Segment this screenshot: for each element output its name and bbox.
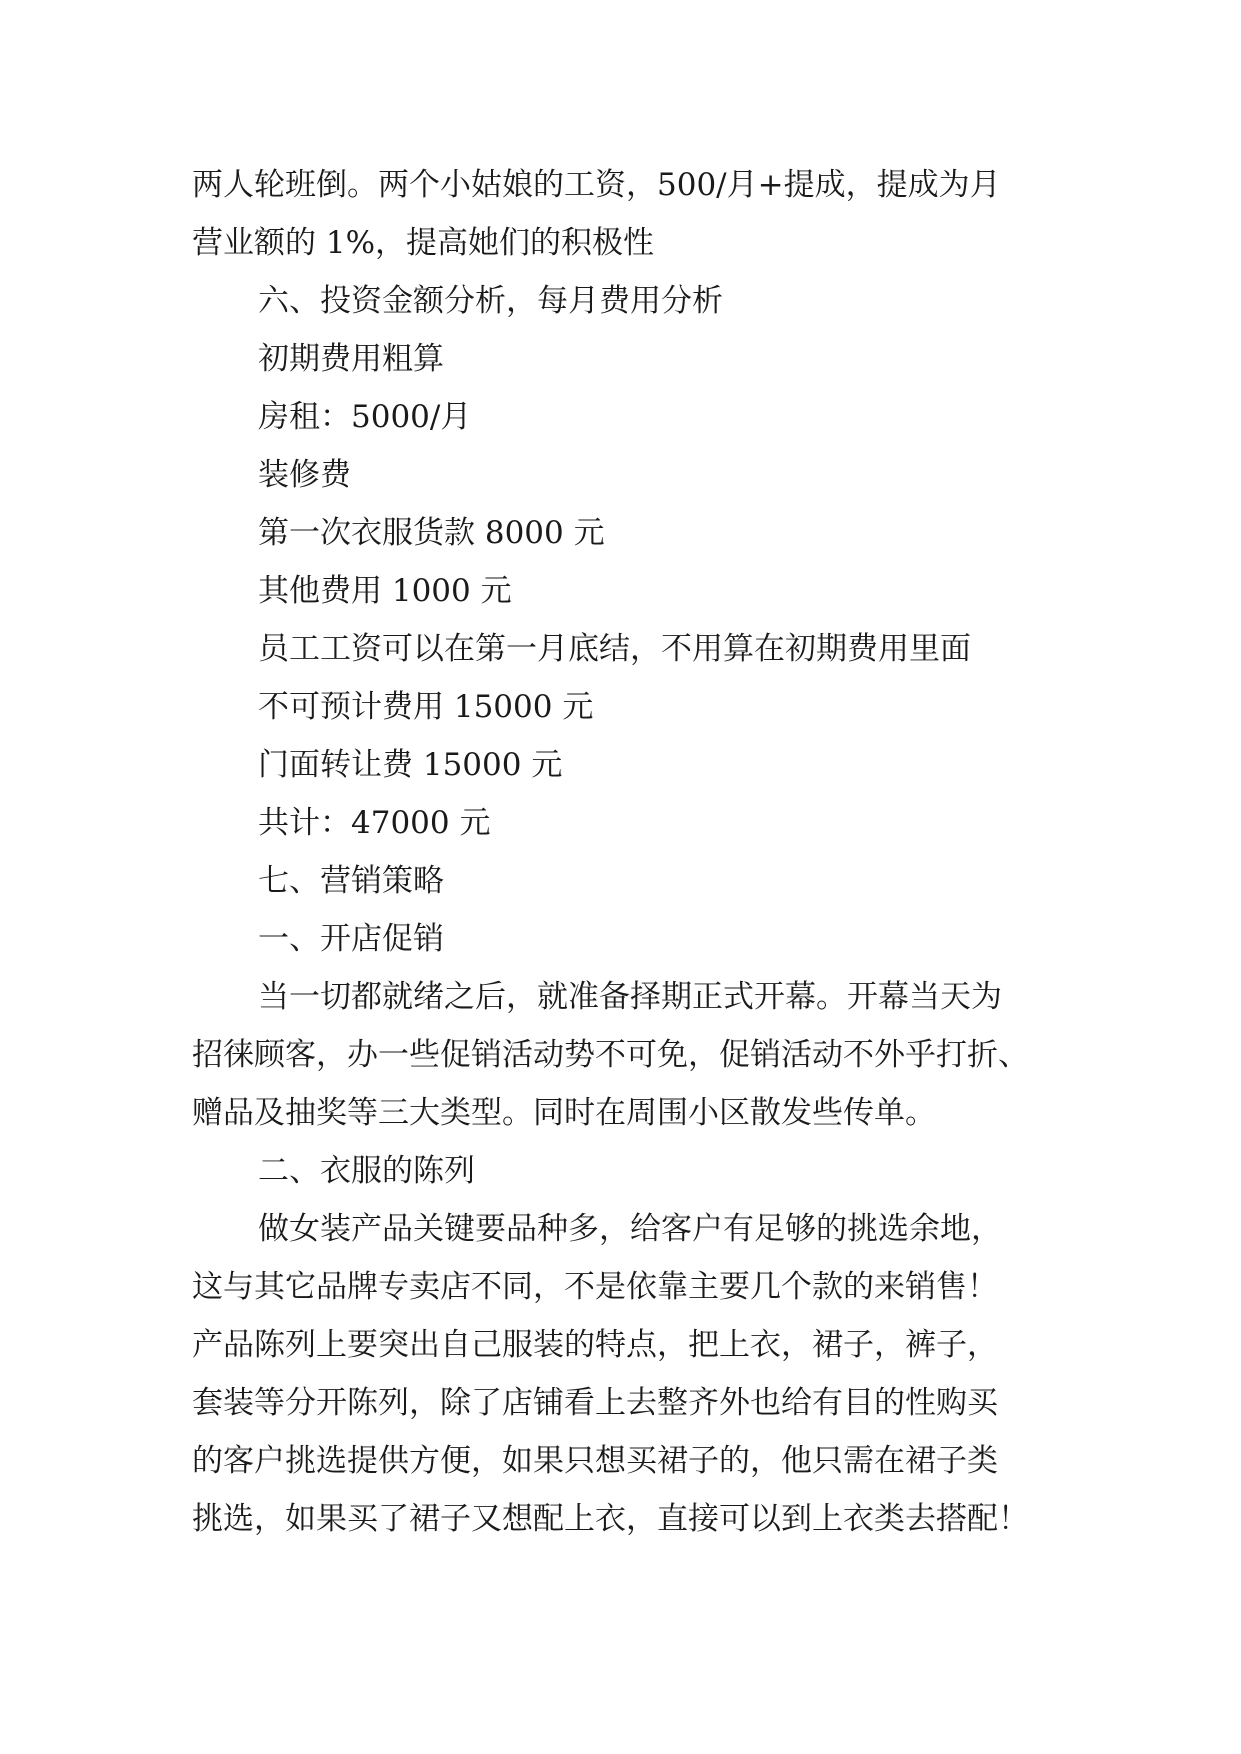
- section-heading: 七、营销策略: [258, 863, 444, 899]
- text-line: 产品陈列上要突出自己服装的特点，把上衣，裙子，裤子，: [192, 1327, 998, 1363]
- text-line: 其他费用 1000 元: [258, 573, 512, 609]
- text-line: 套装等分开陈列，除了店铺看上去整齐外也给有目的性购买: [192, 1385, 998, 1421]
- text-line: 营业额的 1%，提高她们的积极性: [192, 225, 655, 261]
- text-line: 装修费: [258, 457, 351, 493]
- text-line: 挑选，如果买了裙子又想配上衣，直接可以到上衣类去搭配！: [192, 1501, 1029, 1537]
- text-line: 房租：5000/月: [258, 399, 472, 435]
- text-line: 第一次衣服货款 8000 元: [258, 515, 605, 551]
- text-line: 招徕顾客，办一些促销活动势不可免，促销活动不外乎打折、: [192, 1037, 1029, 1073]
- text-line: 初期费用粗算: [258, 341, 444, 377]
- text-line: 不可预计费用 15000 元: [258, 689, 594, 725]
- subsection-heading: 二、衣服的陈列: [258, 1153, 475, 1189]
- text-line: 这与其它品牌专卖店不同，不是依靠主要几个款的来销售！: [192, 1269, 998, 1305]
- text-line: 两人轮班倒。两个小姑娘的工资，500/月+提成，提成为月: [192, 167, 1001, 203]
- text-line: 员工工资可以在第一月底结，不用算在初期费用里面: [258, 631, 971, 667]
- section-heading: 六、投资金额分析，每月费用分析: [258, 283, 723, 319]
- subsection-heading: 一、开店促销: [258, 921, 444, 957]
- text-line: 门面转让费 15000 元: [258, 747, 563, 783]
- text-line: 的客户挑选提供方便，如果只想买裙子的，他只需在裙子类: [192, 1443, 998, 1479]
- text-line: 做女装产品关键要品种多，给客户有足够的挑选余地，: [258, 1211, 1002, 1247]
- text-line: 当一切都就绪之后，就准备择期正式开幕。开幕当天为: [258, 979, 1002, 1015]
- text-line: 赠品及抽奖等三大类型。同时在周围小区散发些传单。: [192, 1095, 936, 1131]
- text-line: 共计：47000 元: [258, 805, 491, 841]
